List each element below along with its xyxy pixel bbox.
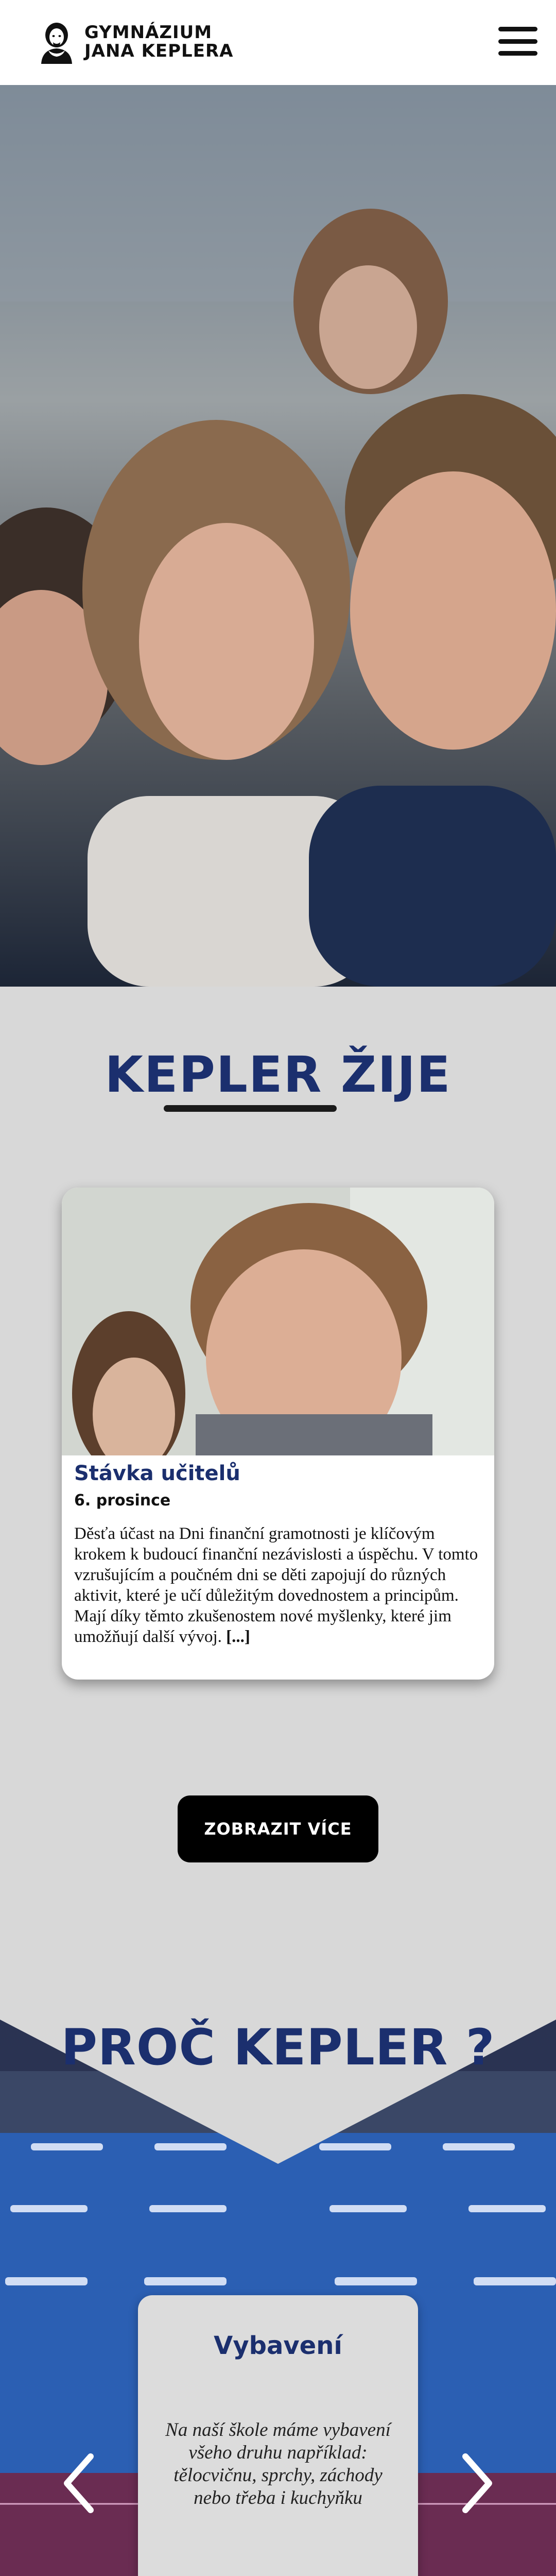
kepler-portrait-icon	[36, 20, 77, 64]
slide-title: Vybavení	[214, 2331, 342, 2360]
news-card-image	[62, 1188, 494, 1455]
news-card-title[interactable]: Stávka učitelů	[74, 1462, 240, 1485]
logo-line-2: JANA KEPLERA	[84, 41, 234, 61]
news-card-date: 6. prosince	[74, 1492, 171, 1510]
title-underline	[164, 1105, 337, 1112]
menu-bar	[498, 51, 537, 56]
site-header	[0, 0, 556, 85]
show-more-button[interactable]: ZOBRAZIT VÍCE	[178, 1795, 378, 1862]
hamburger-menu-icon[interactable]	[498, 27, 537, 56]
logo-text	[84, 23, 233, 60]
slide-text: Na naší škole máme vybavení všeho druhu například: tělocvičnu, sprchy, záchody nebo třeba i kuchyňku	[165, 2419, 391, 2509]
menu-bar	[498, 27, 537, 31]
news-card[interactable]	[62, 1188, 494, 1680]
news-card-body: Děsťa účast na Dni finanční gramotnosti je klíčovým krokem k budoucí finanční nezávislosti a úspěchu. V tomto vzrušujícím a poučném dni se děti zapojují do různých aktivit, které je učí důležitým dovednostem a principům. Mají díky těmto zkušenostem nové myšlenky, které jim umožňují další vývoj.	[74, 1524, 478, 1646]
kepler-zije-title: KEPLER ŽIJE	[105, 1046, 451, 1104]
carousel-slide-card	[138, 2295, 418, 2576]
hero-photo-students	[0, 85, 556, 987]
carousel-prev-arrow-icon[interactable]	[61, 2452, 97, 2514]
hero-image	[0, 85, 556, 987]
menu-bar	[498, 39, 537, 44]
read-more-link[interactable]: [...]	[226, 1628, 250, 1646]
carousel-next-arrow-icon[interactable]	[459, 2452, 495, 2514]
proc-kepler-title: PROČ KEPLER ?	[61, 2019, 495, 2076]
school-logo[interactable]	[36, 20, 233, 64]
logo-line-1: GYMNÁZIUM	[84, 22, 213, 43]
news-card-text	[74, 1523, 486, 1647]
